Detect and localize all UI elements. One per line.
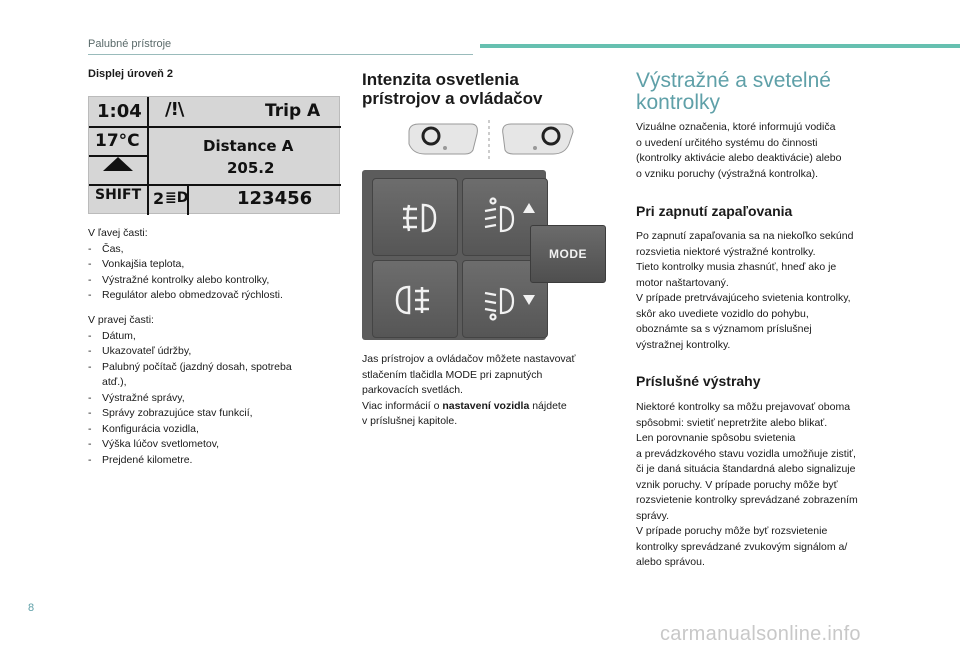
- subsection-title-warnings: Príslušné výstrahy: [636, 373, 761, 389]
- paragraph-line: výstražnej kontrolky.: [636, 338, 731, 351]
- paragraph-line: Niektoré kontrolky sa môžu prejavovať oboma: [636, 401, 851, 413]
- lcd-trip: Trip A: [265, 101, 321, 121]
- list-item: - Palubný počítač (jazdný dosah, spotreba: [88, 360, 346, 376]
- paragraph-line: Len porovnanie spôsobu svietenia: [636, 432, 796, 444]
- list-item: - Výška lúčov svetlometov,: [88, 437, 346, 453]
- paragraph-line: alebo správou.: [636, 556, 705, 568]
- light-switch-panel-illustration: [362, 170, 546, 340]
- list-item: - Dátum,: [88, 329, 346, 345]
- paragraph-line: oboznámte sa s významom príslušnej: [636, 323, 812, 335]
- lcd-gear: 2: [153, 189, 165, 208]
- paragraph-line: spôsobmi: svietiť nepretržite alebo blikať.: [636, 416, 828, 429]
- section-title-brightness-2: prístrojov a ovládačov: [362, 89, 543, 108]
- paragraph-line: motor naštartovaný.: [636, 276, 729, 289]
- paragraph-line: V prípade pretrvávajúceho svietenia kontrolky,: [636, 292, 851, 304]
- paragraph-line: či je daná situácia štandardná alebo signalizuje: [636, 463, 856, 475]
- header-divider: [88, 54, 473, 55]
- text-span: Viac informácií o: [362, 399, 443, 412]
- header-accent-bar: [480, 44, 960, 48]
- lcd-time: 1:04: [97, 101, 142, 122]
- warnings-text: [636, 400, 904, 571]
- list-item: - Čas,: [88, 242, 346, 258]
- paragraph-line: Jas prístrojov a ovládačov môžete nastavovať: [362, 353, 576, 365]
- paragraph-line: (kontrolky aktivácie alebo deaktivácie) alebo: [636, 152, 842, 164]
- paragraph-line: rozsvietia niektoré výstražné kontrolky.: [636, 245, 816, 258]
- mode-button: MODE: [530, 225, 606, 283]
- section-title-warning-1: Výstražné a svetelné: [636, 69, 831, 92]
- section-title-warning-2: kontrolky: [636, 91, 721, 114]
- paragraph-line: V prípade poruchy môže byť rozsvietenie: [636, 525, 828, 537]
- paragraph-line: v príslušnej kapitole.: [362, 415, 458, 427]
- text-span: nájdete: [529, 399, 567, 412]
- list-item: - Ukazovateľ údržby,: [88, 344, 346, 360]
- paragraph-line: parkovacích svetlách.: [362, 384, 463, 396]
- list-item: - Regulátor alebo obmedzovač rýchlosti.: [88, 288, 346, 304]
- paragraph-line: stlačením tlačidla MODE pri zapnutých: [362, 368, 543, 381]
- front-fog-light-button: [372, 178, 458, 256]
- lcd-shift: SHIFT: [95, 187, 142, 203]
- paragraph-line: skôr ako uvediete vozidlo do pohybu,: [636, 307, 809, 320]
- paragraph-line: správy.: [636, 509, 670, 522]
- lcd-display-illustration: [88, 96, 340, 214]
- list-item: - Konfigurácia vozidla,: [88, 422, 346, 438]
- subsection-title-ignition: Pri zapnutí zapaľovania: [636, 203, 793, 219]
- section-title-brightness-1: Intenzita osvetlenia: [362, 70, 519, 89]
- headlamp-level-icon: ≣D: [165, 190, 189, 206]
- watermark: carmanualsonline.info: [660, 623, 861, 645]
- right-part-list: [88, 313, 346, 468]
- lcd-distance-value: 205.2: [227, 159, 275, 177]
- paragraph-line: rozsvietenie kontrolky sprevádzané zobrazením: [636, 494, 858, 506]
- right-part-title: V pravej časti:: [88, 314, 154, 326]
- lcd-temperature: 17°C: [95, 131, 140, 151]
- vehicle-settings-reference: nastavení vozidla: [442, 399, 530, 412]
- warning-intro: [636, 120, 904, 182]
- shift-arrow-icon: [103, 157, 133, 171]
- paragraph-line: kontrolky sprevádzané zvukovým signálom a/: [636, 540, 848, 553]
- ignition-text: [636, 229, 904, 353]
- list-item: - Výstražné kontrolky alebo kontrolky,: [88, 273, 346, 289]
- list-item: - Správy zobrazujúce stav funkcií,: [88, 406, 346, 422]
- left-part-list: [88, 226, 346, 304]
- list-item: - Prejdené kilometre.: [88, 453, 346, 469]
- brightness-description: [362, 352, 612, 430]
- paragraph-line: o uvedení určitého systému do činnosti: [636, 136, 818, 149]
- paragraph-line: a prevádzkového stavu vozidla umožňuje zistiť,: [636, 447, 856, 460]
- left-part-title: V ľavej časti:: [88, 227, 148, 239]
- header-title: Palubné prístroje: [88, 38, 172, 50]
- paragraph-line: Vizuálne označenia, ktoré informujú vodiča: [636, 121, 836, 133]
- paragraph-line: o vzniku poruchy (výstražná kontrolka).: [636, 167, 819, 180]
- paragraph-line: [362, 399, 612, 415]
- steering-position-icons: [405, 120, 585, 160]
- paragraph-line: Tieto kontrolky musia zhasnúť, hneď ako je: [636, 261, 837, 273]
- paragraph-line: Po zapnutí zapaľovania sa na niekoľko sekúnd: [636, 230, 854, 242]
- lcd-distance-label: Distance A: [203, 137, 294, 155]
- lcd-odometer: 123456: [237, 188, 313, 209]
- list-item: - Vonkajšia teplota,: [88, 257, 346, 273]
- page-number: 8: [28, 602, 35, 614]
- paragraph-line: vznik poruchy. V prípade poruchy môže byť: [636, 478, 838, 491]
- display-level-heading: Displej úroveň 2: [88, 68, 173, 80]
- rear-fog-light-button: [372, 260, 458, 338]
- list-item-continued: atď.),: [102, 376, 127, 388]
- list-item: - Výstražné správy,: [88, 391, 346, 407]
- warning-icon: /!\: [165, 99, 184, 120]
